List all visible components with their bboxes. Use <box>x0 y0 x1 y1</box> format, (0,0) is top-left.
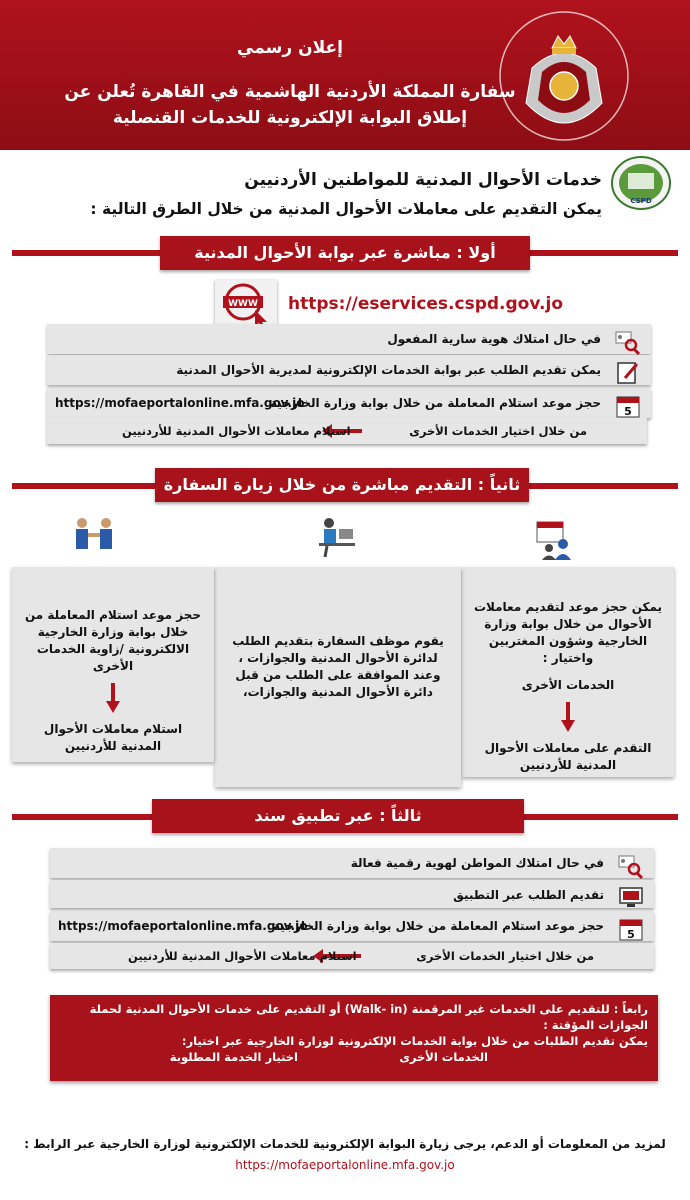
path-from-text: من خلال اختيار الخدمات الأخرى <box>409 424 587 438</box>
path-to-text: استلام معاملات الأحوال المدنية للأردنيين <box>122 424 351 438</box>
step-text: تقديم الطلب عبر التطبيق <box>453 888 604 902</box>
header-line-2: إطلاق البوابة الإلكترونية للخدمات القنصلية <box>112 108 468 128</box>
column-result: التقدم على معاملات الأحوال المدنية للأردنيين <box>484 741 652 772</box>
path-from-text: من خلال اختيار الخدمات الأخرى <box>416 949 594 963</box>
section-title: خدمات الأحوال المدنية للمواطنين الأردنيين <box>244 170 602 190</box>
method2-column-1 <box>462 567 674 777</box>
column-option: الخدمات الأخرى <box>521 678 615 692</box>
method1-banner: أولا : مباشرة عبر بوابة الأحوال المدنية الإلكترونية: <box>160 236 530 270</box>
method4-box <box>50 995 658 1081</box>
column-text: يقوم موظف السفارة بتقديم الطلب لدائرة الأحوال المدنية والجوازات ، وعند الموافقة على الطلب من قبل دائرة الأحوال المدنية والجوازات، <box>232 634 444 699</box>
calendar-icon <box>615 393 641 419</box>
list-item <box>50 911 654 941</box>
method2-column-3 <box>12 567 214 762</box>
list-item <box>47 418 647 444</box>
cspd-portal-link[interactable]: https://eservices.cspd.gov.jo <box>288 294 564 314</box>
down-arrow-icon <box>561 702 575 732</box>
id-search-icon <box>615 329 641 355</box>
id-search-icon <box>618 853 644 879</box>
list-item <box>47 324 651 354</box>
column-text: حجز موعد استلام المعاملة من خلال بوابة وزارة الخارجية الالكترونية /زاوية الخدمات الأخرى <box>24 608 202 673</box>
header-banner <box>0 0 690 150</box>
calendar-icon <box>618 916 644 942</box>
column-result: استلام معاملات الأحوال المدنية للأردنيين <box>43 722 183 753</box>
step-text: حجز موعد استلام المعاملة من خلال بوابة وزارة الخارجية <box>273 919 604 933</box>
edit-form-icon <box>615 360 641 386</box>
section-subtitle: يمكن التقديم على معاملات الأحوال المدنية من خلال الطرق التالية : <box>90 200 602 218</box>
employee-desk-icon <box>315 515 359 559</box>
svg-text:5: 5 <box>627 928 635 941</box>
list-item <box>47 388 651 418</box>
method2-banner: ثانياً : التقديم مباشرة من خلال زيارة السفارة <box>155 468 529 502</box>
down-arrow-icon <box>106 683 120 713</box>
method4-text: يمكن تقديم الطلبات من خلال بوابة الخدمات الإلكترونية لوزارة الخارجية عبر اختيار: <box>181 1034 648 1048</box>
footer-text: لمزيد من المعلومات أو الدعم، يرجى زيارة البوابة الإلكترونية للخدمات الإلكترونية لوزارة الخارجية عبر الرابط : <box>24 1137 666 1151</box>
option-other-services: الخدمات الأخرى <box>399 1050 488 1064</box>
www-cursor-icon <box>215 280 277 328</box>
option-select-service: اختيار الخدمة المطلوبة <box>169 1050 298 1064</box>
mofa-portal-link[interactable]: https://mofaeportalonline.mfa.gov.jo <box>55 396 305 410</box>
announcement-title: إعلان رسمي <box>237 38 343 58</box>
svg-text:WWW: WWW <box>228 299 258 309</box>
method3-banner: ثالثاً : عبر تطبيق سند <box>152 799 524 833</box>
footer-link[interactable]: https://mofaeportalonline.mfa.gov.jo <box>235 1158 455 1172</box>
computer-icon <box>618 885 644 911</box>
list-item <box>50 943 654 969</box>
svg-text:5: 5 <box>624 405 632 418</box>
cspd-logo-icon <box>610 155 672 211</box>
step-text: حجز موعد استلام المعاملة من خلال بوابة وزارة الخارجية <box>270 396 601 410</box>
svg-text:CSPD: CSPD <box>630 197 652 205</box>
method4-title: رابعاً : للتقديم على الخدمات غير المرقمنة (Walk- in) أو التقديم على خدمات الأحوال المدنية لحملة الجوازات المؤقتة : <box>89 1002 648 1032</box>
list-item <box>50 848 654 878</box>
method2-column-2 <box>215 567 461 787</box>
path-to-text: استلام معاملات الأحوال المدنية للأردنيين <box>128 949 357 963</box>
condition-text: في حال امتلاك المواطن لهوية رقمية فعالة <box>350 856 604 870</box>
step-text: يمكن تقديم الطلب عبر بوابة الخدمات الإلكترونية لمديرية الأحوال المدنية <box>176 363 601 377</box>
condition-text: في حال امتلاك هوية سارية المفعول <box>387 332 601 346</box>
list-item <box>50 880 654 908</box>
list-item <box>47 355 651 385</box>
column-text: يمكن حجز موعد لتقديم معاملات الأحوال من خلال بوابة وزارة الخارجية وشؤون المغتربين واختيار : <box>473 600 663 665</box>
calendar-people-icon <box>535 518 579 562</box>
header-line-1: سفارة المملكة الأردنية الهاشمية في القاهرة تُعلن عن <box>64 82 516 102</box>
mofa-portal-link[interactable]: https://mofaeportalonline.mfa.gov.jo <box>58 919 308 933</box>
handshake-icon <box>72 515 116 559</box>
